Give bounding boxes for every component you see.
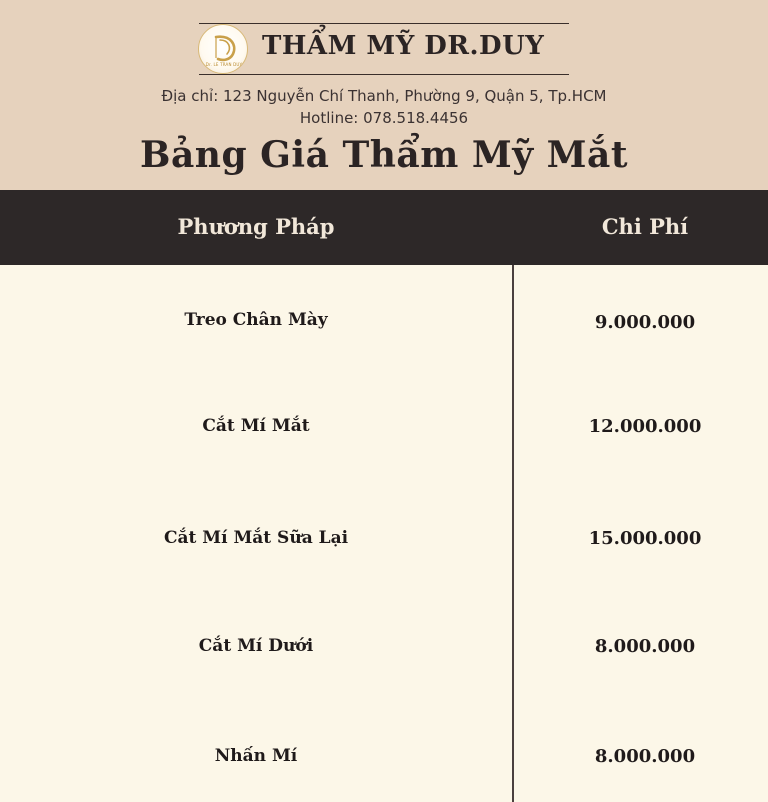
logo-d-icon bbox=[199, 25, 249, 75]
cost-cell: 8.000.000 bbox=[594, 636, 696, 657]
method-cell: Cắt Mí Mắt Sữa Lại bbox=[163, 528, 349, 548]
table-row bbox=[0, 310, 768, 340]
table-row bbox=[0, 416, 768, 446]
column-header-cost: Chi Phí bbox=[601, 214, 689, 239]
hotline-text: Hotline: 078.518.4456 bbox=[299, 109, 469, 127]
brand-logo bbox=[198, 24, 248, 74]
method-cell: Cắt Mí Mắt bbox=[202, 416, 310, 436]
price-table-header bbox=[0, 190, 768, 265]
table-row bbox=[0, 636, 768, 666]
brand-top-rule bbox=[199, 23, 569, 24]
cost-cell: 9.000.000 bbox=[594, 312, 696, 333]
table-row bbox=[0, 746, 768, 776]
method-cell: Treo Chân Mày bbox=[184, 310, 328, 330]
page-title: Bảng Giá Thẩm Mỹ Mắt bbox=[140, 134, 628, 176]
method-cell: Nhấn Mí bbox=[214, 746, 298, 766]
address-text: Địa chỉ: 123 Nguyễn Chí Thanh, Phường 9, Quận 5, Tp.HCM bbox=[161, 87, 607, 105]
cost-cell: 8.000.000 bbox=[594, 746, 696, 767]
column-header-method: Phương Pháp bbox=[177, 214, 335, 239]
brand-name: THẨM MỸ DR.DUY bbox=[262, 31, 545, 61]
brand-bottom-rule bbox=[199, 74, 569, 75]
cost-cell: 12.000.000 bbox=[588, 416, 702, 437]
page-header bbox=[0, 0, 768, 190]
table-row bbox=[0, 528, 768, 558]
logo-caption: Dr. LE TRAN DUY bbox=[205, 62, 243, 67]
method-cell: Cắt Mí Dưới bbox=[198, 636, 314, 656]
cost-cell: 15.000.000 bbox=[588, 528, 702, 549]
